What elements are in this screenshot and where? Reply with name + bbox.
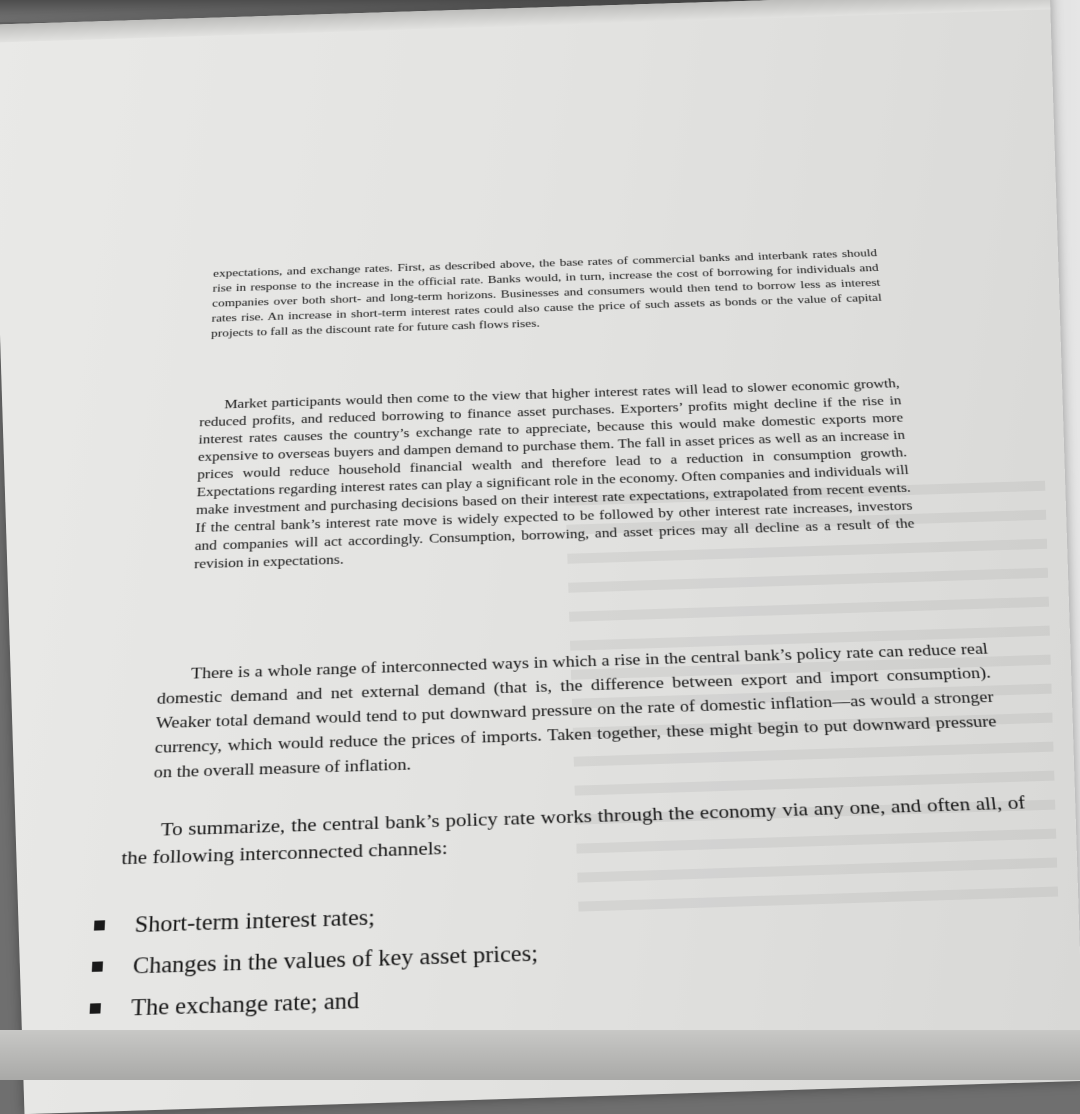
list-item-text: The exchange rate; and (130, 989, 359, 1021)
list-item-text: Changes in the values of key asset prices; (132, 941, 538, 979)
paragraph-1: expectations, and exchange rates. First, as described above, the base rates of commercial banks and interbank rates should rise in response to the increase in the official rate. Banks would, in turn, increase the cost of borrowing for individuals and companies over both short- and long-term horizons. Businesses and consumers would then tend to borrow less as interest rates rise. An increase in short-term interest rates could also cause the price of such assets as bonds or the value of capital projects to fall as the discount rate for future cash flows rises. (211, 246, 884, 342)
paragraph-3: There is a whole range of interconnected ways in which a rise in the central bank’s policy rate can reduce real domestic demand and net external demand (that is, the difference between export and import consumption). Weaker total demand would tend to put downward pressure on the rate of domestic inflation—as would a stronger currency, which would reduce the prices of imports. Taken together, these might begin to put downward pressure on the overall measure of inflation. (153, 637, 1001, 785)
square-bullet-icon (94, 920, 105, 930)
paragraph-2: Market participants would then come to the view that higher interest rates will lead to slower economic growth, reduced profits, and reduced borrowing to finance asset purchases. Exporters’ profits might decline if the rise in interest rates causes the country’s exchange rate to appreciate, because this would make domestic exports more expensive to overseas buyers and dampen demand to purchase them. The fall in asset prices as well as an increase in prices would reduce household financial wealth and therefore lead to a reduction in consumption growth. Expectations regarding interest rates can play a significant role in the economy. Often companies and individuals will make investment and purchasing decisions based on their interest rate expectations, extrapolated from recent events. If the central bank’s interest rate move is widely expected to be followed by other interest rate increases, investors and companies will act accordingly. Consumption, borrowing, and asset prices may all decline as a result of the revision in expectations. (194, 375, 917, 574)
square-bullet-icon (92, 961, 103, 971)
page-bottom-shadow (0, 1030, 1080, 1080)
list-item-text: Short-term interest rates; (134, 905, 375, 937)
paragraph-4: To summarize, the central bank’s policy rate works through the economy via any one, and often all, of the following interconnected channels: (121, 788, 1030, 871)
square-bullet-icon (90, 1003, 101, 1014)
page-text-body (24, 194, 1080, 1114)
